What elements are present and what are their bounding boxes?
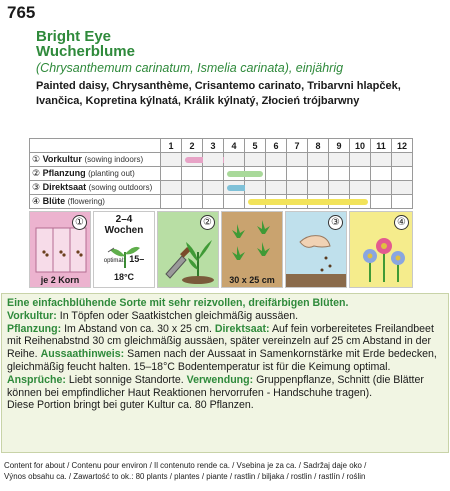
step-gloss: (planting out) <box>88 169 135 178</box>
sowing-calendar <box>29 138 413 209</box>
direktsaat-text: Auf fein vorbereitetes Freilandbeet mit Reihenabstnd 30 cm gleichmäßig aussäen, später vereinzeln auf 25 cm Abstand in der Reihe. <box>7 322 434 361</box>
verwendung-text: Gruppenpflanze, Schnitt (die Blätter können bei empfindlicher Haut Reaktionen hervorrufen - Handschuhe tragen). <box>7 373 424 399</box>
month-5: 5 <box>245 139 266 153</box>
month-9: 9 <box>329 139 350 153</box>
step-number-badge: ① <box>72 215 87 230</box>
step-gloss: (flowering) <box>67 197 105 206</box>
product-number: 765 <box>7 3 36 22</box>
footer-line-1: Content for about / Contenu pour environ / Il contenuto rende ca. / Vsebina je za ca. / Sadržaj daje oko / <box>4 461 367 470</box>
anspruche-text: Liebt sonnige Standorte. <box>65 373 187 386</box>
step-gloss: (sowing outdoors) <box>88 183 153 192</box>
step-number-badge: ④ <box>394 215 409 230</box>
aussaat-label: Aussaathinweis: <box>40 348 125 361</box>
pictogram-flowering <box>349 211 413 288</box>
step-label: Vorkultur <box>42 154 82 164</box>
pictogram-spacing <box>221 211 283 288</box>
month-8: 8 <box>308 139 329 153</box>
spacing-caption: 30 x 25 cm <box>229 275 275 285</box>
month-1: 1 <box>161 139 182 153</box>
pictogram-direct-sowing <box>285 211 347 288</box>
name-german: Wucherblume <box>36 43 135 60</box>
direktsaat-label: Direktsaat: <box>214 322 270 335</box>
calendar-corner <box>30 139 161 153</box>
common-names-line-2: Ivančica, Kopretina kýlnatá, Králik kýlnatý, Złocień trójbarwny <box>36 94 360 107</box>
verwendung-label: Verwendung: <box>186 373 254 386</box>
latin-name: (Chrysanthemum carinatum, Ismelia carinata), einjährig <box>36 61 344 75</box>
footer-line-2: Výnos obsahu ca. / Zawartość to ok.: 80 plants / plantes / piante / rastlin / biljaka / rostlin / rastlín / roślin <box>4 472 366 481</box>
month-11: 11 <box>371 139 392 153</box>
step-number: ① <box>32 154 41 164</box>
month-2: 2 <box>182 139 203 153</box>
description-headline: Eine einfachblühende Sorte mit sehr reizvollen, dreifärbigen Blüten. <box>7 297 349 309</box>
footer-content <box>4 460 446 482</box>
calendar-row <box>30 195 413 209</box>
name-english: Bright Eye <box>36 28 112 45</box>
calendar-row-label <box>30 181 161 195</box>
month-3: 3 <box>203 139 224 153</box>
calendar-row-label <box>30 195 161 209</box>
calendar-row <box>30 167 413 181</box>
step-number: ② <box>32 168 41 178</box>
calendar-row-label <box>30 167 161 181</box>
month-12: 12 <box>392 139 413 153</box>
step-number: ③ <box>32 182 41 192</box>
calendar-row <box>30 181 413 195</box>
description-body <box>7 310 443 412</box>
pflanzung-text: Im Abstand von ca. 30 x 25 cm. <box>61 322 215 335</box>
anspruche-label: Ansprüche: <box>7 373 66 386</box>
calendar-row <box>30 153 413 167</box>
pictogram-germination <box>93 211 155 288</box>
step-number-badge: ② <box>200 215 215 230</box>
temp-label: optimal: <box>103 258 125 264</box>
step-label: Pflanzung <box>42 168 86 178</box>
step-gloss: (sowing indoors) <box>84 155 144 164</box>
common-names-line-1: Painted daisy, Chrysanthème, Crisantemo carinato, Tribarvni hlapček, <box>36 80 401 92</box>
pictogram-caption: je 2 Korn <box>40 275 80 285</box>
pictogram-strip <box>29 211 413 289</box>
common-names <box>36 79 441 108</box>
month-4: 4 <box>224 139 245 153</box>
month-10: 10 <box>350 139 371 153</box>
germination-weeks-label: Wochen <box>104 225 144 236</box>
step-number: ④ <box>32 196 41 206</box>
step-label: Blüte <box>42 196 66 206</box>
pictogram-planting-out <box>157 211 219 288</box>
portion-text: Diese Portion bringt bei guter Kultur ca. 80 Pflanzen. <box>7 399 254 412</box>
calendar-header-row <box>30 139 413 153</box>
description-box <box>1 293 449 453</box>
vorkultur-text: In Töpfen oder Saatkistchen gleichmäßig aussäen. <box>56 309 299 322</box>
pictogram-sowing-indoors <box>29 211 91 288</box>
vorkultur-label: Vorkultur: <box>7 309 57 322</box>
aussaat-text: Samen nach der Aussaat in Samenkornstärke mit Erde bedecken, gleichmäßig feucht halten. 15–18°C Bodentemperatur ist für die Keimung optimal. <box>7 348 437 373</box>
germination-weeks: 2–4 <box>115 214 133 225</box>
temp-value: 15–18°C <box>113 254 145 282</box>
step-label: Direktsaat <box>42 182 87 192</box>
month-6: 6 <box>266 139 287 153</box>
step-number-badge: ③ <box>328 215 343 230</box>
pflanzung-label: Pflanzung: <box>7 322 62 335</box>
calendar-row-label <box>30 153 161 167</box>
month-7: 7 <box>287 139 308 153</box>
